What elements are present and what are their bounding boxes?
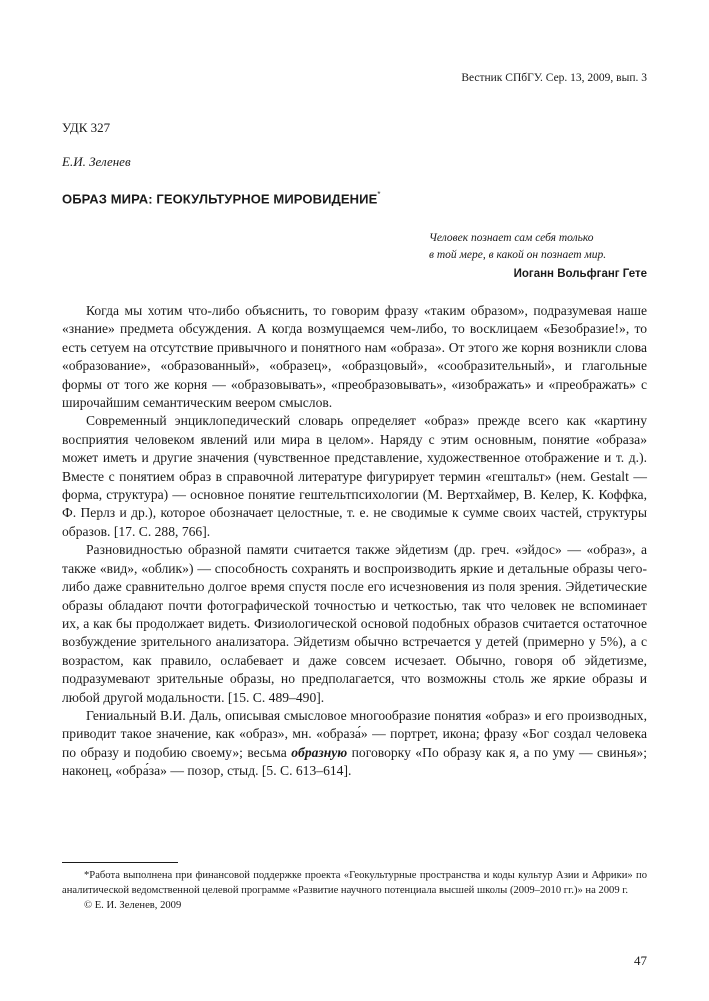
running-header: Вестник СПбГУ. Сер. 13, 2009, вып. 3 (461, 72, 647, 84)
paragraph-text: Гениальный В.И. Даль, описывая смысловое многообразие понятия «образ» и его производных, приводит такое значение, как «образ», мн. «образа́» — портрет, икона; фразу «Бог создал человека по образу и подобию своему»; весьма (62, 707, 647, 760)
epigraph (429, 230, 647, 264)
paragraph: Современный энциклопедический словарь определяет «образ» прежде всего как «картину восприятия человеком явлений или мира в целом». Наряду с этим основным, понятие «образа» может иметь и другие значения (чувственное представление, художественное отображение и т. д.). Вместе с понятием образ в справочной литературе фигурирует термин «гештальт» (нем. Gestalt — форма, структура) — основное понятие гештельтпсихологии (М. Вертхаймер, В. Келер, К. Коффка, Ф. Перлз и др.), которое обозначает целостные, т. е. не сводимые к сумме своих частей, структуры образов. [17. С. 288, 766]. (62, 413, 647, 539)
journal-page (62, 0, 647, 1001)
paragraph-text: поговорку «По образу как я, а по уму — свинья»; наконец, «обра́за» — позор, стыд. [5. С. 613–614]. (62, 744, 647, 779)
article-body (62, 302, 647, 781)
epigraph-line: Человек познает сам себя только (429, 232, 594, 244)
copyright-line: © Е. И. Зеленев, 2009 (84, 900, 182, 911)
author-name: Е.И. Зеленев (62, 154, 131, 169)
footnote-divider (62, 862, 178, 863)
footnote (62, 868, 647, 913)
paragraph: Когда мы хотим что-либо объяснить, то говорим фразу «таким образом», подразумевая наше «знание» предмета обсуждения. А когда возмущаемся чем-либо, то восклицаем «Безобразие!», то есть сетуем на отсутствие привычного и понятного нам «образа». От этого же корня возникли слова «образование», «образованный», «образец», «образцовый», «сообразительный», и глагольные формы от того же корня — «образовывать», «преобразовывать», «изображать» и «преображать» с широчайшим семантическим веером смыслов. (62, 303, 647, 411)
paragraph: Разновидностью образной памяти считается также эйдетизм (др. греч. «эйдос» — «образ», а также «вид», «облик») — способность сохранять и воспроизводить яркие и детальные образы чего-либо даже сравнительно долгое время спустя после его исчезновения из поля зрения. Эйдетические образы обладают почти фотографической точностью и четкостью, так что человек не вспоминает их, а как бы продолжает видеть. Физиологической основой подобных образов считается остаточное возбуждение зрительного анализатора. Эйдетизм обычно встречается у детей (примерно у 5%), а с возрастом, как правило, ослабевает и даже совсем исчезает. Обычно, говоря об эйдетизме, подразумевают зрительные образы, но предполагается, что возможны столь же яркие образы и любой другой модальности. [15. С. 489–490]. (62, 542, 647, 705)
footnote-text: *Работа выполнена при финансовой поддержке проекта «Геокультурные пространства и коды культур Азии и Африки» по аналитической ведомственной целевой программе «Развитие научного потенциала высшей школы (2009–2010 гг.)» на 2009 г. (62, 870, 647, 896)
title-text: ОБРАЗ МИРА: ГЕОКУЛЬТУРНОЕ МИРОВИДЕНИЕ (62, 191, 378, 207)
epigraph-line: в той мере, в какой он познает мир. (429, 249, 607, 261)
footnote-marker: * (377, 190, 381, 199)
epigraph-author: Иоганн Вольфганг Гете (513, 268, 647, 280)
article-title (62, 191, 381, 206)
page-number: 47 (634, 953, 647, 968)
udk-code: УДК 327 (62, 120, 111, 135)
emphasized-word: образную (291, 744, 348, 760)
paragraph (62, 707, 647, 781)
